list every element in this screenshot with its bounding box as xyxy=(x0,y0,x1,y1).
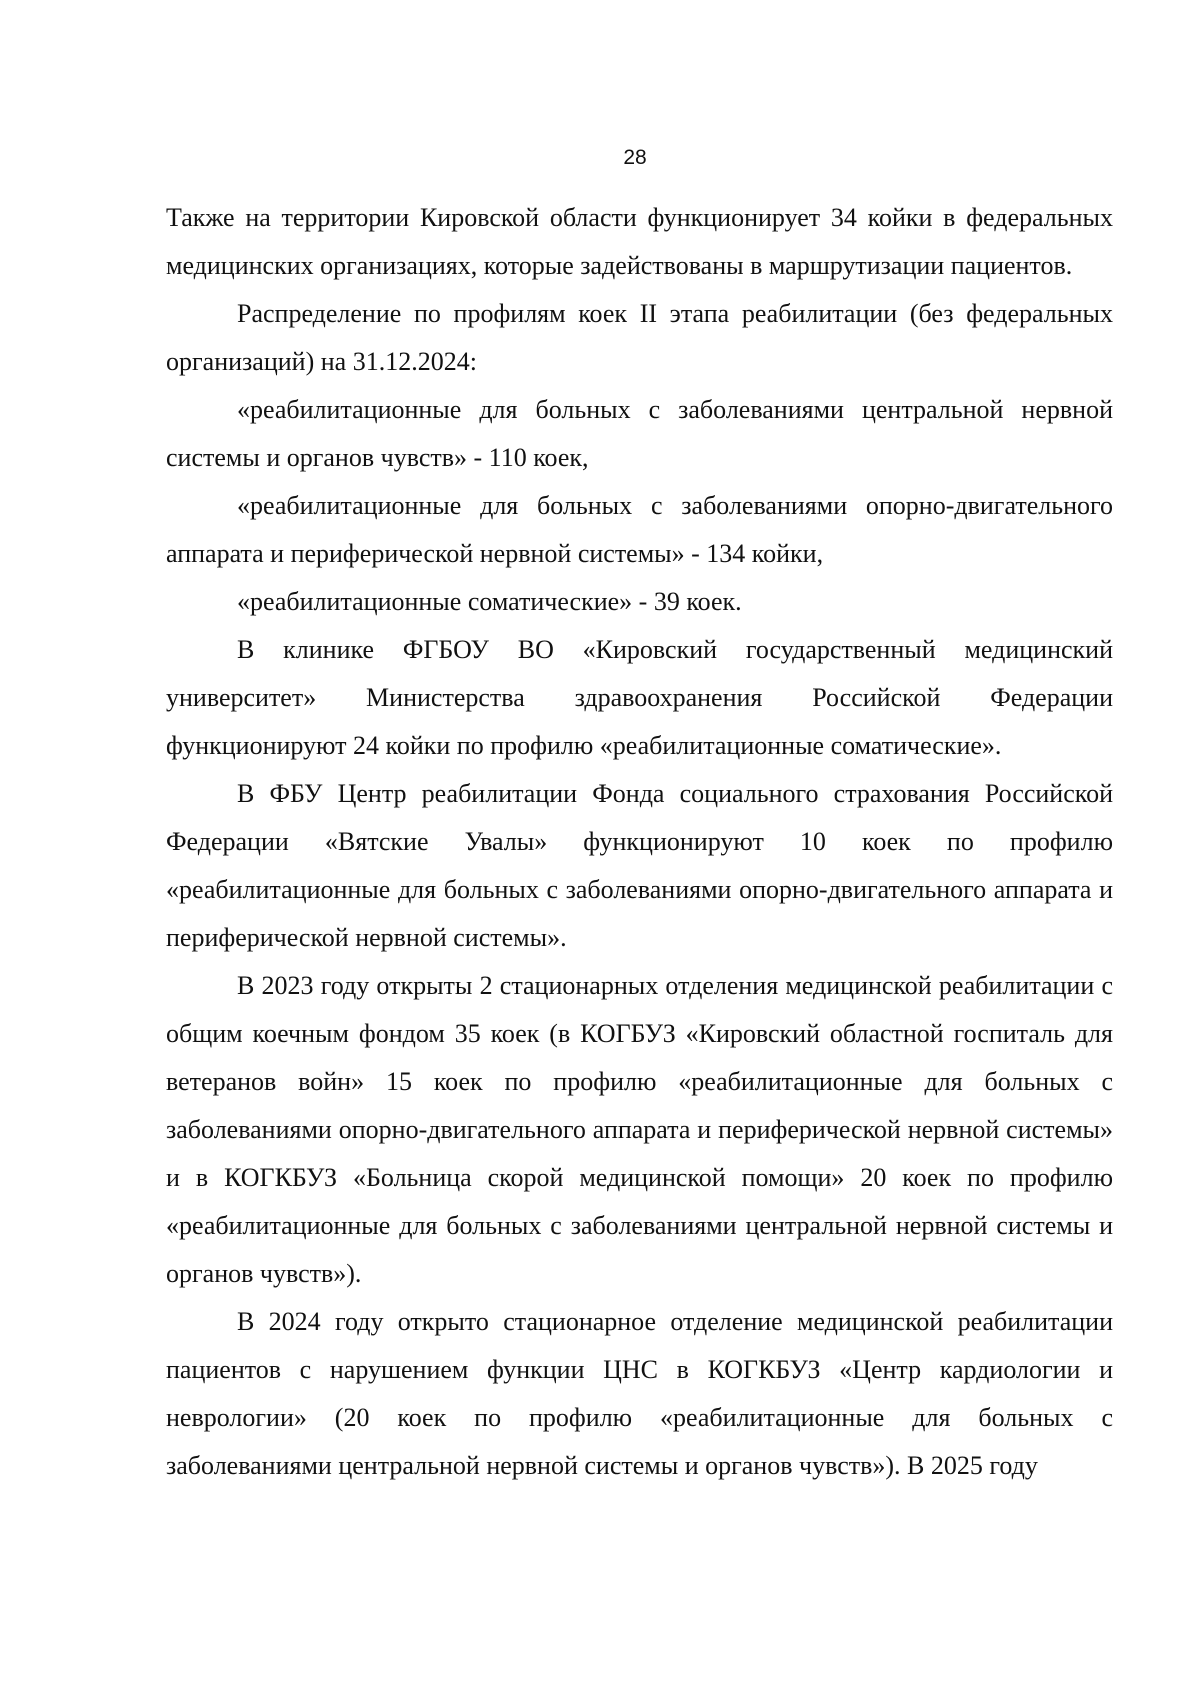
paragraph: «реабилитационные для больных с заболеваниями опорно-двигательного аппарата и периферической нервной системы» - 134 койки, xyxy=(166,491,1113,568)
paragraph: В 2023 году открыты 2 стационарных отделения медицинской реабилитации с общим коечным фондом 35 коек (в КОГБУЗ «Кировский областной госпиталь для ветеранов войн» 15 коек по профилю «реабилитационные для больных с заболеваниями опорно-двигательного аппарата и периферической нервной системы» и в КОГКБУЗ «Больница скорой медицинской помощи» 20 коек по профилю «реабилитационные для больных с заболеваниями центральной нервной системы и органов чувств»). xyxy=(166,971,1113,1288)
paragraph: «реабилитационные для больных с заболеваниями центральной нервной системы и органов чувств» - 110 коек, xyxy=(166,395,1113,472)
page-number: 28 xyxy=(623,146,647,169)
paragraph: Распределение по профилям коек II этапа реабилитации (без федеральных организаций) на 31.12.2024: xyxy=(166,299,1113,376)
paragraph: «реабилитационные соматические» - 39 коек. xyxy=(237,587,742,616)
paragraph: В 2024 году открыто стационарное отделение медицинской реабилитации пациентов с нарушением функции ЦНС в КОГКБУЗ «Центр кардиологии и неврологии» (20 коек по профилю «реабилитационные для больных с заболеваниями центральной нервной системы и органов чувств»). В 2025 году xyxy=(166,1307,1113,1480)
paragraph: Также на территории Кировской области функционирует 34 койки в федеральных медицинских организациях, которые задействованы в маршрутизации пациентов. xyxy=(166,203,1113,280)
paragraph: В ФБУ Центр реабилитации Фонда социального страхования Российской Федерации «Вятские Увалы» функционируют 10 коек по профилю «реабилитационные для больных с заболеваниями опорно-двигательного аппарата и периферической нервной системы». xyxy=(166,779,1113,952)
paragraph: В клинике ФГБОУ ВО «Кировский государственный медицинский университет» Министерства здравоохранения Российской Федерации функционируют 24 койки по профилю «реабилитационные соматические». xyxy=(166,635,1113,760)
document-body xyxy=(166,194,1113,1490)
